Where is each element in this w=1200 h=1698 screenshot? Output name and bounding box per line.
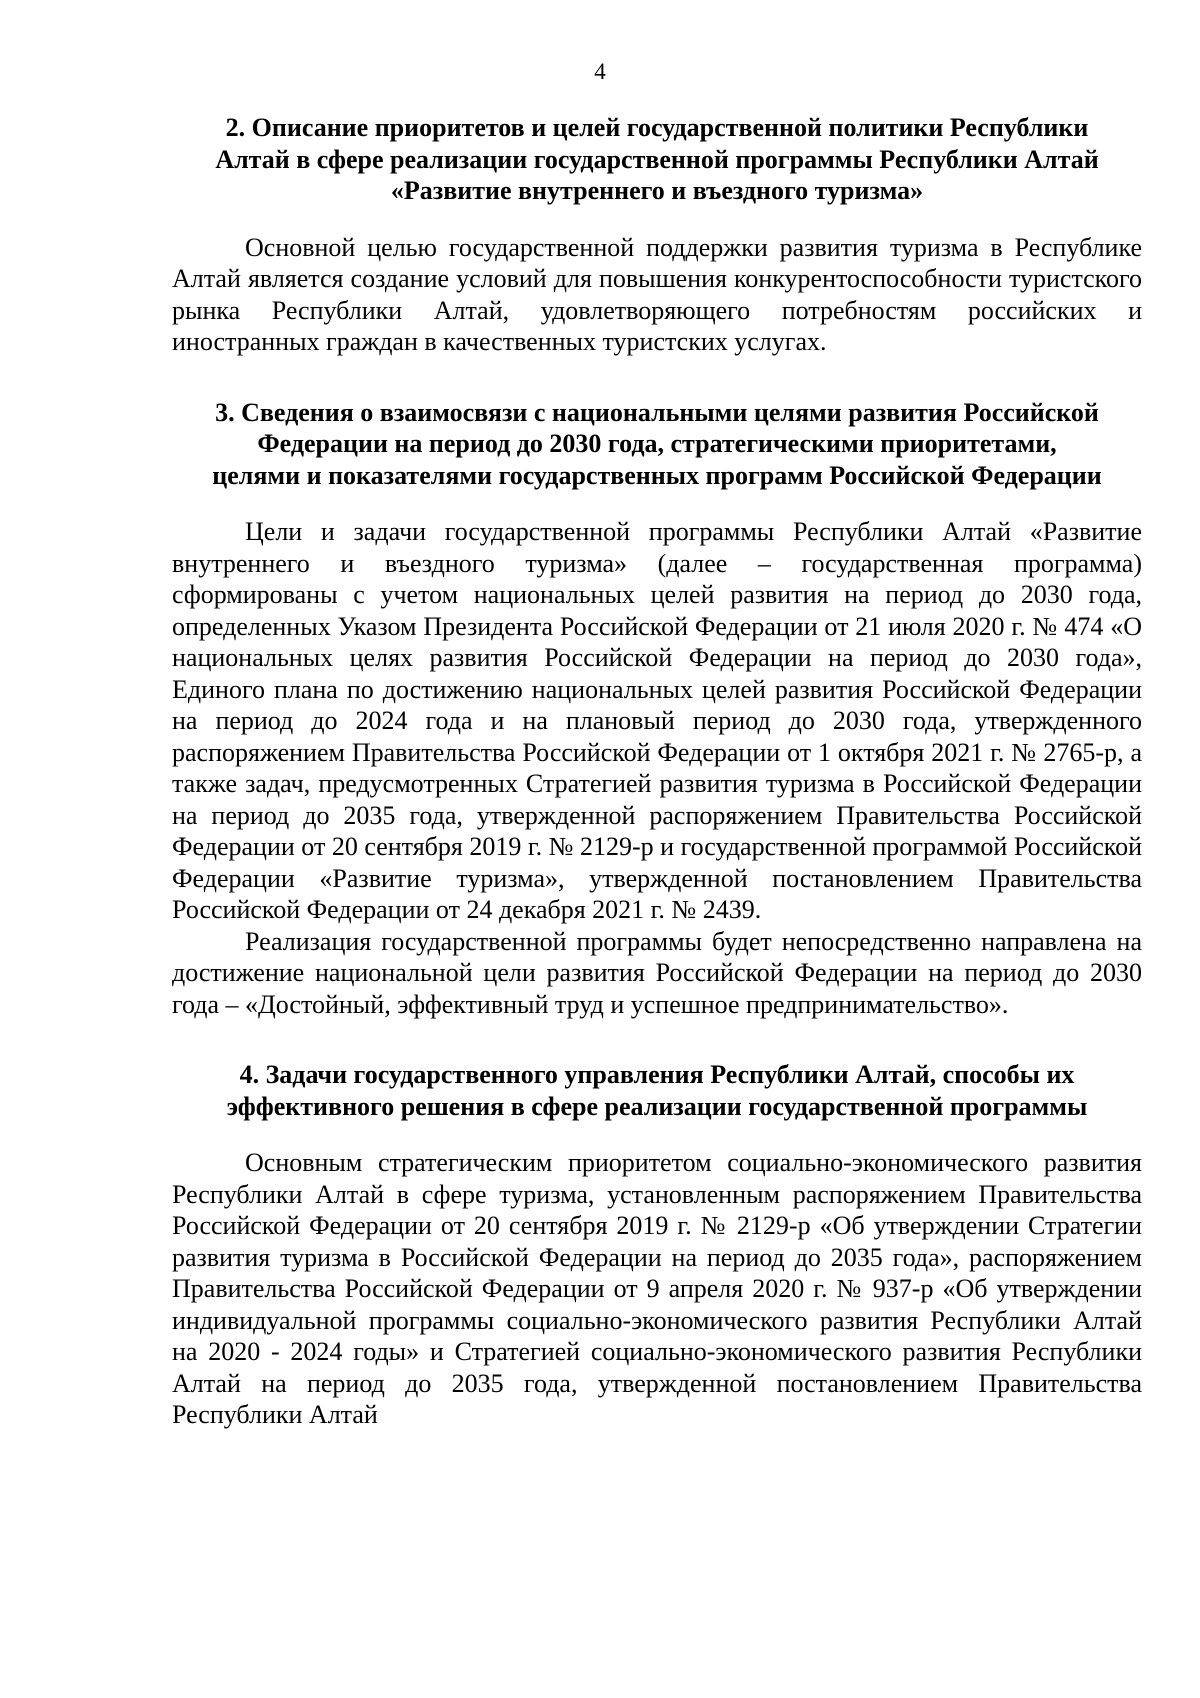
section-4 [172,1059,1142,1431]
section-2 [172,112,1142,358]
heading-line: 3. Сведения о взаимосвязи с национальными целями развития Российской [215,397,1099,427]
heading-line: Федерации на период до 2030 года, стратегическими приоритетами, [257,429,1057,458]
section-4-heading [172,1059,1142,1122]
heading-line: 2. Описание приоритетов и целей государственной политики Республики [225,113,1089,142]
heading-line: целями и показателями государственных программ Российской Федерации [212,460,1102,490]
heading-line: 4. Задачи государственного управления Республики Алтай, способы их [239,1060,1075,1089]
heading-line: Алтай в сфере реализации государственной программы Республики Алтай [215,144,1099,174]
page-number: 4 [594,59,606,84]
section-2-heading [172,112,1142,207]
section-2-paragraph-1: Основной целью государственной поддержки развития туризма в Республике Алтай является создание условий для повышения конкурентоспособности туристского рынка Республики Алтай, удовлетворяющего потребностям российских и иностранных граждан в качественных туристских услугах. [172,232,1142,356]
section-3 [172,397,1142,1021]
document-body [172,112,1142,1431]
section-3-paragraph-1: Цели и задачи государственной программы Республики Алтай «Развитие внутреннего и въездного туризма» (далее – государственная программа) сформированы с учетом национальных целей развития на период до 2030 года, определенных Указом Президента Российской Федерации от 21 июля 2020 г. № 474 «О национальных целях развития Российской Федерации на период до 2030 года», Единого плана по достижению национальных целей развития Российской Федерации на период до 2024 года и на плановый период до 2030 года, утвержденного распоряжением Правительства Российской Федерации от 1 октября 2021 г. № 2765-р, а также задач, предусмотренных Стратегией развития туризма в Российской Федерации на период до 2035 года, утвержденной распоряжением Правительства Российской Федерации от 20 сентября 2019 г. № 2129-р и государственной программой Российской Федерации «Развитие туризма», утвержденной постановлением Правительства Российской Федерации от 24 декабря 2021 г. № 2439. [172,517,1142,924]
section-4-paragraph-1: Основным стратегическим приоритетом социально-экономического развития Республики Алтай в сфере туризма, установленным распоряжением Правительства Российской Федерации от 20 сентября 2019 г. № 2129-р «Об утверждении Стратегии развития туризма в Российской Федерации на период до 2035 года», распоряжением Правительства Российской Федерации от 9 апреля 2020 г. № 937-р «Об утверждении индивидуальной программы социально-экономического развития Республики Алтай на 2020 - 2024 годы» и Стратегией социально-экономического развития Республики Алтай на период до 2035 года, утвержденной постановлением Правительства Республики Алтай [172,1148,1142,1429]
section-3-paragraph-2: Реализация государственной программы будет непосредственно направлена на достижение национальной цели развития Российской Федерации на период до 2030 года – «Достойный, эффективный труд и успешное предпринимательство». [172,926,1142,1019]
heading-line: эффективного решения в сфере реализации государственной программы [226,1091,1088,1121]
section-3-heading [172,397,1142,492]
heading-line: «Развитие внутреннего и въездного туризма» [390,176,924,205]
